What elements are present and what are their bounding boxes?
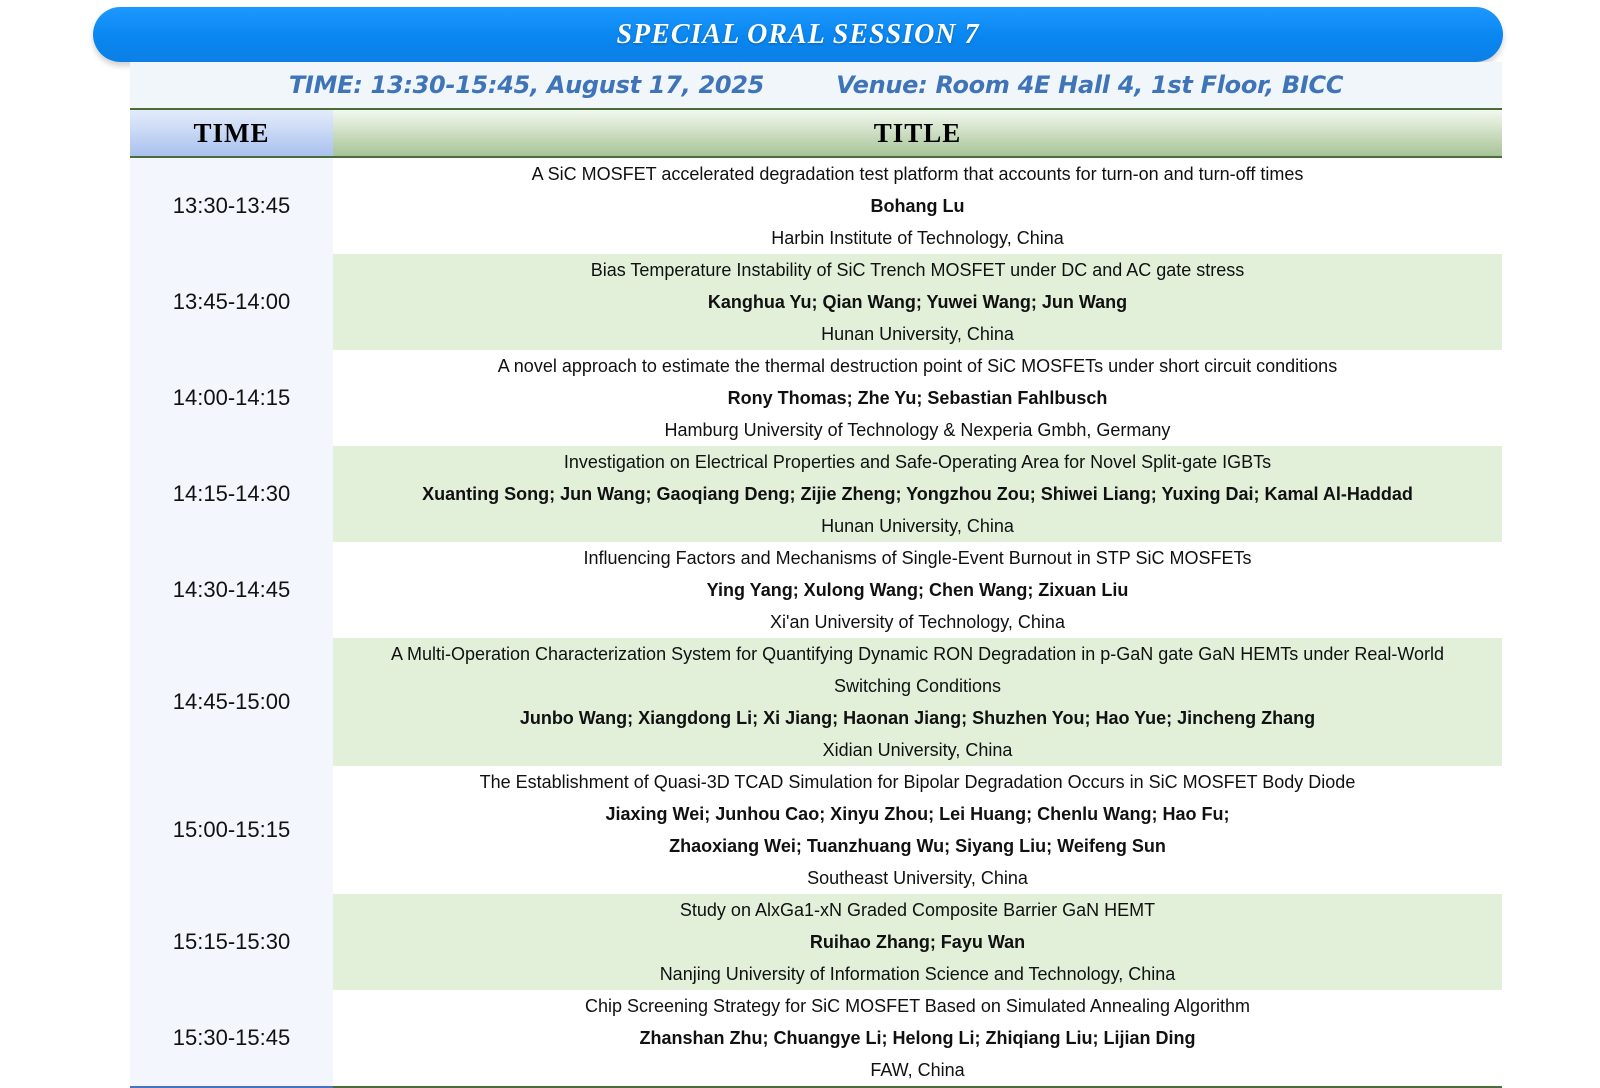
table-row [130, 894, 1502, 990]
time-slot: 14:15-14:30 [130, 446, 333, 542]
paper-title: Influencing Factors and Mechanisms of Single-Event Burnout in STP SiC MOSFETs [583, 548, 1252, 568]
table-row [130, 254, 1502, 350]
paper-affiliation: FAW, China [870, 1060, 965, 1080]
paper-cell [333, 542, 1502, 638]
paper-affiliation: Hunan University, China [821, 324, 1014, 344]
paper-title: A novel approach to estimate the thermal destruction point of SiC MOSFETs under short circuit conditions [497, 356, 1338, 376]
paper-cell [333, 446, 1502, 542]
session-time: TIME: 13:30-15:45, August 17, 2025 [288, 71, 765, 99]
time-slot: 15:15-15:30 [130, 894, 333, 990]
paper-affiliation: Hamburg University of Technology & Nexperia Gmbh, Germany [664, 420, 1171, 440]
paper-cell [333, 158, 1502, 254]
paper-authors: Kanghua Yu; Qian Wang; Yuwei Wang; Jun Wang [707, 292, 1128, 312]
table-row [130, 638, 1502, 766]
paper-cell [333, 766, 1502, 894]
paper-title: Chip Screening Strategy for SiC MOSFET Based on Simulated Annealing Algorithm [584, 996, 1250, 1016]
paper-title: Bias Temperature Instability of SiC Trench MOSFET under DC and AC gate stress [590, 260, 1245, 280]
paper-authors: Zhanshan Zhu; Chuangye Li; Helong Li; Zhiqiang Liu; Lijian Ding [639, 1028, 1196, 1048]
table-row [130, 766, 1502, 894]
header-time-cell [130, 110, 333, 156]
paper-authors: Jiaxing Wei; Junhou Cao; Xinyu Zhou; Lei Huang; Chenlu Wang; Hao Fu; [605, 804, 1230, 824]
paper-cell [333, 990, 1502, 1086]
paper-authors: Bohang Lu [870, 196, 965, 216]
paper-affiliation: Xi'an University of Technology, China [770, 612, 1065, 632]
paper-authors: Zhaoxiang Wei; Tuanzhuang Wu; Siyang Liu; Weifeng Sun [669, 836, 1166, 856]
paper-affiliation: Hunan University, China [821, 516, 1014, 536]
paper-cell [333, 350, 1502, 446]
time-slot: 14:00-14:15 [130, 350, 333, 446]
header-time-label: TIME [193, 117, 270, 148]
table-body [130, 158, 1502, 1086]
paper-affiliation: Nanjing University of Information Science and Technology, China [659, 964, 1176, 984]
paper-authors: Junbo Wang; Xiangdong Li; Xi Jiang; Haonan Jiang; Shuzhen You; Hao Yue; Jincheng Zhang [519, 708, 1316, 728]
table-row [130, 990, 1502, 1086]
time-slot: 14:45-15:00 [130, 638, 333, 766]
paper-title: A Multi-Operation Characterization System for Quantifying Dynamic RON Degradation in p-GaN gate GaN HEMTs under Real-World [390, 644, 1445, 664]
paper-cell [333, 254, 1502, 350]
table-header [130, 110, 1502, 158]
paper-title: Investigation on Electrical Properties and Safe-Operating Area for Novel Split-gate IGBTs [563, 452, 1272, 472]
schedule-table [130, 62, 1502, 1088]
time-slot: 13:30-13:45 [130, 158, 333, 254]
time-slot: 15:30-15:45 [130, 990, 333, 1086]
paper-title: Study on AlxGa1-xN Graded Composite Barrier GaN HEMT [679, 900, 1156, 920]
time-slot: 14:30-14:45 [130, 542, 333, 638]
paper-cell [333, 894, 1502, 990]
session-info-bar [130, 62, 1502, 110]
session-banner [93, 7, 1503, 62]
paper-affiliation: Xidian University, China [822, 740, 1013, 760]
paper-affiliation: Harbin Institute of Technology, China [771, 228, 1064, 248]
session-venue: Venue: Room 4E Hall 4, 1st Floor, BICC [836, 71, 1344, 99]
header-title-cell [333, 110, 1502, 156]
paper-title: Switching Conditions [833, 676, 1002, 696]
paper-title: A SiC MOSFET accelerated degradation test platform that accounts for turn-on and turn-off times [531, 164, 1304, 184]
time-slot: 15:00-15:15 [130, 766, 333, 894]
table-row [130, 542, 1502, 638]
table-row [130, 350, 1502, 446]
paper-authors: Ying Yang; Xulong Wang; Chen Wang; Zixuan Liu [706, 580, 1129, 600]
paper-cell [333, 638, 1502, 766]
paper-authors: Rony Thomas; Zhe Yu; Sebastian Fahlbusch [727, 388, 1108, 408]
table-row [130, 158, 1502, 254]
paper-title: The Establishment of Quasi-3D TCAD Simulation for Bipolar Degradation Occurs in SiC MOSFET Body Diode [479, 772, 1356, 792]
paper-authors: Xuanting Song; Jun Wang; Gaoqiang Deng; Zijie Zheng; Yongzhou Zou; Shiwei Liang; Yuxing Dai; Kamal Al-Haddad [422, 484, 1413, 504]
header-title-label: TITLE [873, 117, 962, 148]
paper-affiliation: Southeast University, China [807, 868, 1028, 888]
time-slot: 13:45-14:00 [130, 254, 333, 350]
paper-authors: Ruihao Zhang; Fayu Wan [809, 932, 1026, 952]
table-row [130, 446, 1502, 542]
session-title: SPECIAL ORAL SESSION 7 [616, 18, 980, 50]
